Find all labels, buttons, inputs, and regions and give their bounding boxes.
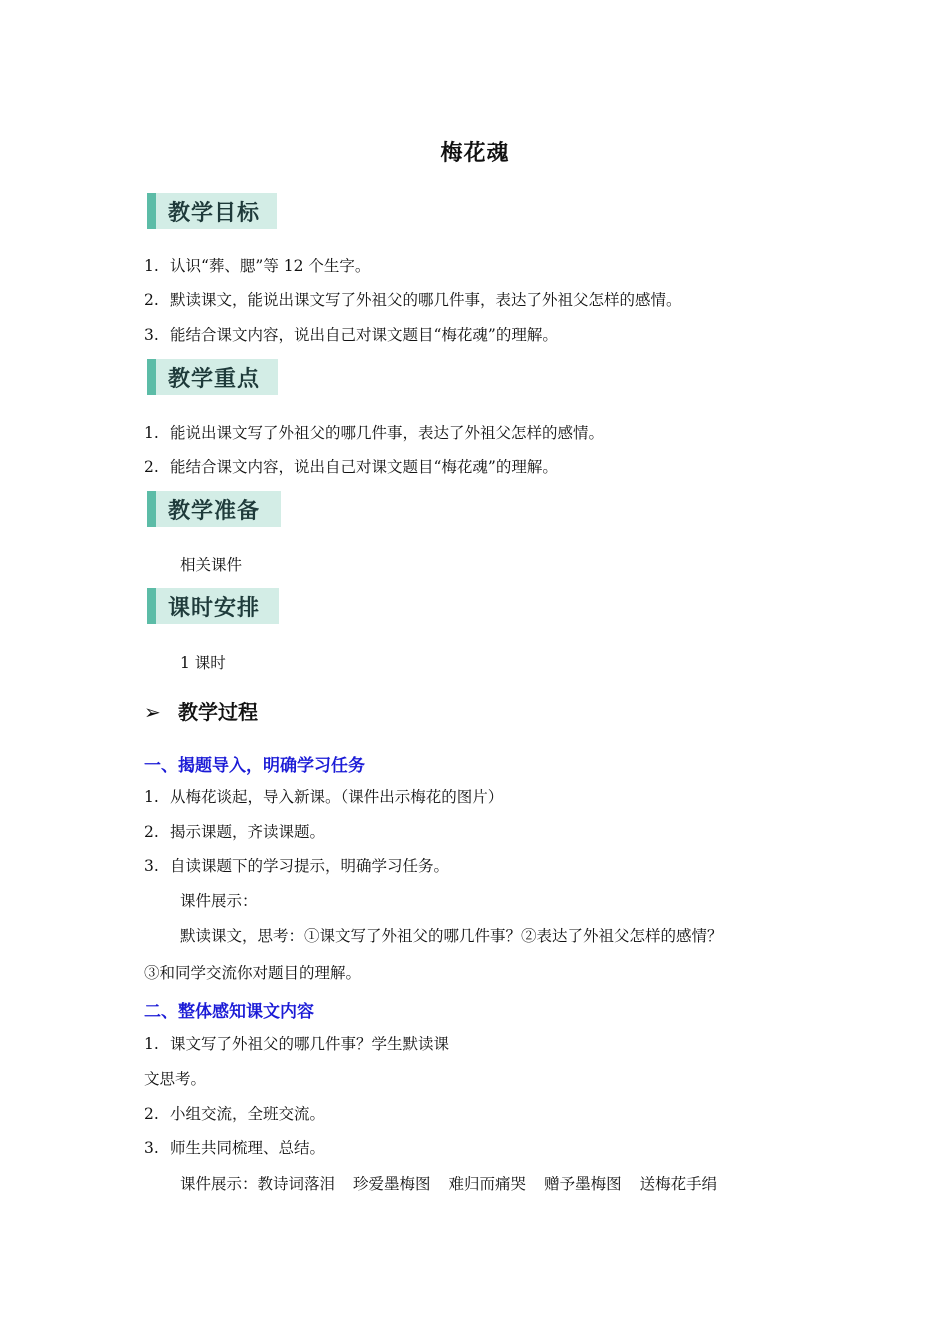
objective-item-1: 1. 认识“葬、腮”等 12 个生字。 <box>144 257 371 275</box>
schedule-text: 1 课时 <box>180 654 226 672</box>
display-item: 赠予墨梅图 <box>544 1175 622 1193</box>
keypoint-item-1: 1. 能说出课文写了外祖父的哪几件事，表达了外祖父怎样的感情。 <box>144 424 605 442</box>
part2-item-2: 2. 小组交流，全班交流。 <box>144 1105 326 1123</box>
part2-display <box>180 1174 717 1194</box>
objective-item-3: 3. 能结合课文内容，说出自己对课文题目“梅花魂”的理解。 <box>144 326 558 344</box>
keypoint-item-2: 2. 能结合课文内容，说出自己对课文题目“梅花魂”的理解。 <box>144 458 558 476</box>
part2-item-3: 3. 师生共同梳理、总结。 <box>144 1139 326 1157</box>
part1-item-1: 1. 从梅花谈起，导入新课。（课件出示梅花的图片） <box>144 788 504 806</box>
display-item: 教诗词落泪 <box>257 1175 336 1193</box>
preparation-text: 相关课件 <box>180 556 243 574</box>
part1-heading: 一、揭题导入，明确学习任务 <box>144 756 365 776</box>
part1-display-label: 课件展示： <box>180 892 258 910</box>
part1-display-line2: ③和同学交流你对题目的理解。 <box>144 964 362 982</box>
display-item: 难归而痛哭 <box>448 1175 527 1193</box>
section-objectives-heading: 教学目标 <box>168 200 261 226</box>
arrow-icon: ➢ <box>144 700 161 724</box>
section-preparation-heading: 教学准备 <box>168 498 261 524</box>
section-preparation-badge <box>147 491 281 527</box>
part2-heading: 二、整体感知课文内容 <box>144 1002 314 1022</box>
section-schedule-badge <box>147 588 279 624</box>
section-keypoints-heading: 教学重点 <box>168 366 261 392</box>
display-item: 送梅花手绢 <box>639 1175 718 1193</box>
page-title: 梅花魂 <box>440 141 510 166</box>
part1-item-2: 2. 揭示课题，齐读课题。 <box>144 823 326 841</box>
section-schedule-heading: 课时安排 <box>168 595 261 621</box>
process-heading: ➢ 教学过程 <box>144 700 258 724</box>
part2-item-1: 1. 课文写了外祖父的哪几件事？学生默读课 <box>144 1035 450 1053</box>
part1-display-line1: 默读课文，思考：①课文写了外祖父的哪几件事？②表达了外祖父怎样的感情？ <box>180 927 723 945</box>
part1-item-3: 3. 自读课题下的学习提示，明确学习任务。 <box>144 857 450 875</box>
part2-display-label: 课件展示： <box>180 1175 258 1193</box>
part2-item-1-cont: 文思考。 <box>144 1070 207 1088</box>
section-keypoints-badge <box>147 359 278 395</box>
objective-item-2: 2. 默读课文，能说出课文写了外祖父的哪几件事，表达了外祖父怎样的感情。 <box>144 291 682 309</box>
section-objectives-badge <box>147 193 277 229</box>
display-item: 珍爱墨梅图 <box>353 1175 431 1193</box>
